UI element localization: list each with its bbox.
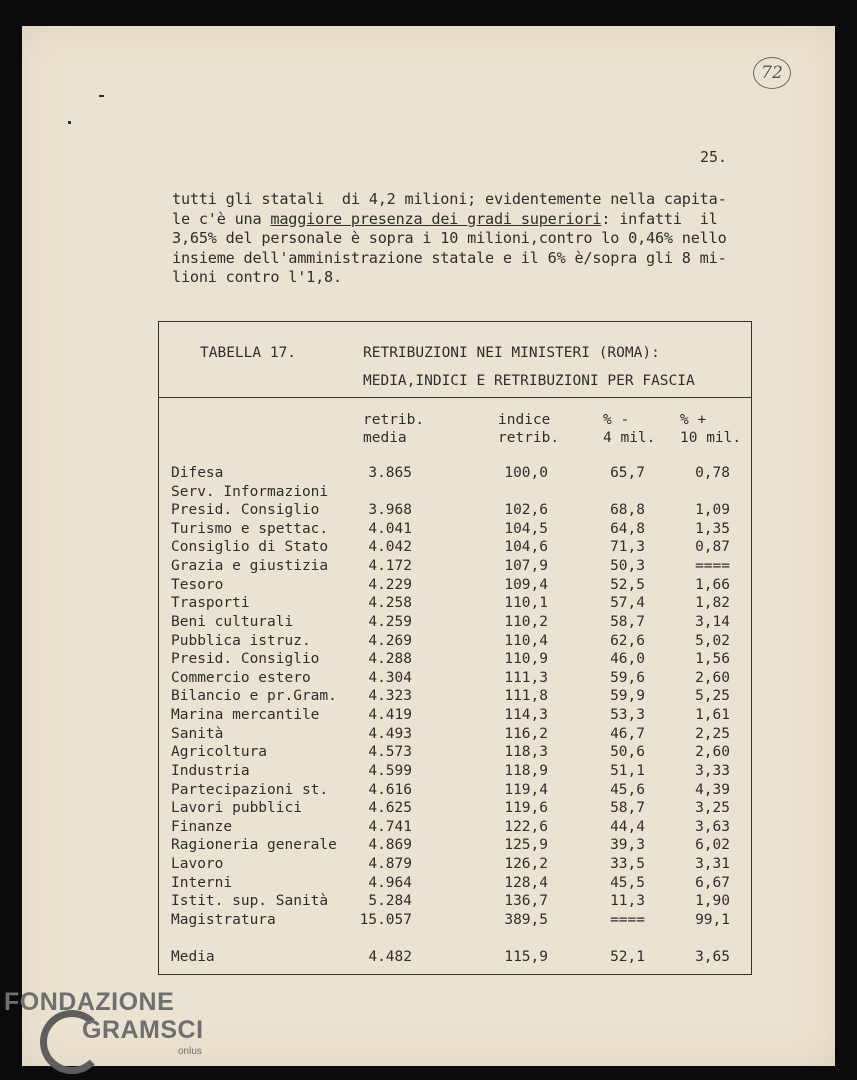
row-pay: 4.599 bbox=[368, 762, 412, 779]
row-label: Consiglio di Stato bbox=[171, 539, 329, 556]
row-index: 110,9 bbox=[504, 651, 548, 668]
row-label: Finanze bbox=[171, 818, 233, 835]
archive-number-stamp: 72 bbox=[753, 57, 791, 89]
table-row bbox=[0, 818, 857, 836]
row-label: Tesoro bbox=[171, 576, 224, 593]
total-label: Media bbox=[171, 949, 215, 965]
row-index: 110,1 bbox=[504, 595, 548, 612]
row-label: Presid. Consiglio bbox=[171, 502, 320, 519]
table-row bbox=[0, 501, 857, 519]
table-row bbox=[0, 650, 857, 668]
row-below-4mil: 51,1 bbox=[610, 762, 645, 779]
paragraph-line: tutti gli statali di 4,2 milioni; evidentemente nella capita- bbox=[172, 190, 727, 208]
paragraph-line: le c'è una bbox=[172, 209, 271, 228]
row-label: Presid. Consiglio bbox=[171, 651, 320, 668]
table-total-row bbox=[0, 948, 857, 966]
row-index: 102,6 bbox=[504, 502, 548, 519]
table-header-rule bbox=[158, 397, 752, 398]
page-number: 25. bbox=[700, 148, 728, 166]
row-above-10mil: ==== bbox=[695, 558, 730, 575]
watermark-line2: GRAMSCI bbox=[82, 1016, 204, 1044]
table-row bbox=[0, 538, 857, 556]
row-below-4mil: 59,9 bbox=[610, 688, 645, 705]
row-above-10mil: 0,87 bbox=[695, 539, 730, 556]
row-above-10mil: 0,78 bbox=[695, 465, 730, 481]
total-below-4mil: 52,1 bbox=[610, 949, 645, 965]
total-pay: 4.482 bbox=[368, 949, 412, 965]
row-index: 119,6 bbox=[504, 800, 548, 817]
row-below-4mil: 50,3 bbox=[610, 558, 645, 575]
row-above-10mil: 2,25 bbox=[695, 725, 730, 742]
row-index: 107,9 bbox=[504, 558, 548, 575]
row-index: 104,5 bbox=[504, 520, 548, 537]
table-row bbox=[0, 464, 857, 482]
row-pay: 4.616 bbox=[368, 781, 412, 798]
row-index: 118,9 bbox=[504, 762, 548, 779]
row-pay: 4.573 bbox=[368, 744, 412, 761]
row-above-10mil: 3,63 bbox=[695, 818, 730, 835]
row-above-10mil: 2,60 bbox=[695, 744, 730, 761]
table-row bbox=[0, 687, 857, 705]
row-label: Lavori pubblici bbox=[171, 800, 302, 817]
row-above-10mil: 99,1 bbox=[695, 911, 730, 928]
row-pay: 4.259 bbox=[368, 613, 412, 630]
row-index: 126,2 bbox=[504, 856, 548, 873]
row-above-10mil: 1,61 bbox=[695, 707, 730, 724]
row-pay: 4.741 bbox=[368, 818, 412, 835]
row-index: 111,8 bbox=[504, 688, 548, 705]
row-index: 128,4 bbox=[504, 874, 548, 891]
row-pay: 15.057 bbox=[359, 911, 412, 928]
table-row bbox=[0, 669, 857, 687]
row-label: Bilancio e pr.Gram. bbox=[171, 688, 337, 705]
row-below-4mil: 64,8 bbox=[610, 520, 645, 537]
body-paragraph bbox=[172, 190, 772, 288]
row-above-10mil: 6,67 bbox=[695, 874, 730, 891]
row-pay: 4.229 bbox=[368, 576, 412, 593]
table-row bbox=[0, 557, 857, 575]
row-below-4mil: ==== bbox=[610, 911, 645, 928]
row-pay: 3.968 bbox=[368, 502, 412, 519]
column-header-retrib-media: retrib. media bbox=[363, 412, 425, 446]
row-above-10mil: 5,02 bbox=[695, 632, 730, 649]
row-label: Marina mercantile bbox=[171, 707, 320, 724]
row-below-4mil: 57,4 bbox=[610, 595, 645, 612]
row-above-10mil: 1,35 bbox=[695, 520, 730, 537]
table-row bbox=[0, 594, 857, 612]
row-below-4mil: 11,3 bbox=[610, 893, 645, 910]
row-label: Sanità bbox=[171, 725, 224, 742]
row-above-10mil: 3,33 bbox=[695, 762, 730, 779]
row-above-10mil: 1,82 bbox=[695, 595, 730, 612]
row-index: 118,3 bbox=[504, 744, 548, 761]
row-label: Industria bbox=[171, 762, 250, 779]
table-label: TABELLA 17. bbox=[200, 345, 297, 361]
row-above-10mil: 3,31 bbox=[695, 856, 730, 873]
table-row bbox=[0, 762, 857, 780]
row-pay: 3.865 bbox=[368, 465, 412, 481]
paragraph-line: insieme dell'amministrazione statale e il 6% è/sopra gli 8 mi- bbox=[172, 248, 727, 267]
row-index: 110,2 bbox=[504, 613, 548, 630]
underlined-phrase: maggiore presenza dei gradi superiori bbox=[270, 209, 602, 228]
table-row bbox=[0, 483, 857, 501]
row-above-10mil: 3,25 bbox=[695, 800, 730, 817]
row-index: 100,0 bbox=[504, 465, 548, 481]
row-label: Magistratura bbox=[171, 911, 276, 928]
row-pay: 4.964 bbox=[368, 874, 412, 891]
row-above-10mil: 4,39 bbox=[695, 781, 730, 798]
row-pay: 4.323 bbox=[368, 688, 412, 705]
row-label: Turismo e spettac. bbox=[171, 520, 329, 537]
row-above-10mil: 1,90 bbox=[695, 893, 730, 910]
row-label: Trasporti bbox=[171, 595, 250, 612]
row-label: Grazia e giustizia bbox=[171, 558, 329, 575]
row-index: 104,6 bbox=[504, 539, 548, 556]
table-row bbox=[0, 892, 857, 910]
row-above-10mil: 2,60 bbox=[695, 669, 730, 686]
column-header-indice-retrib: indice retrib. bbox=[498, 412, 560, 446]
row-pay: 4.172 bbox=[368, 558, 412, 575]
row-below-4mil: 46,7 bbox=[610, 725, 645, 742]
table-row bbox=[0, 725, 857, 743]
table-row bbox=[0, 520, 857, 538]
row-index: 389,5 bbox=[504, 911, 548, 928]
row-below-4mil: 59,6 bbox=[610, 669, 645, 686]
row-below-4mil: 58,7 bbox=[610, 800, 645, 817]
row-above-10mil: 5,25 bbox=[695, 688, 730, 705]
row-pay: 4.869 bbox=[368, 837, 412, 854]
row-below-4mil: 65,7 bbox=[610, 465, 645, 481]
ink-speck bbox=[68, 121, 71, 124]
row-index: 109,4 bbox=[504, 576, 548, 593]
table-title-line2: MEDIA,INDICI E RETRIBUZIONI PER FASCIA bbox=[363, 373, 695, 389]
row-pay: 4.419 bbox=[368, 707, 412, 724]
row-below-4mil: 58,7 bbox=[610, 613, 645, 630]
table-row bbox=[0, 799, 857, 817]
ink-speck bbox=[99, 95, 104, 97]
row-below-4mil: 33,5 bbox=[610, 856, 645, 873]
row-label: Istit. sup. Sanità bbox=[171, 893, 329, 910]
row-above-10mil: 3,14 bbox=[695, 613, 730, 630]
row-index: 136,7 bbox=[504, 893, 548, 910]
table-row bbox=[0, 706, 857, 724]
row-label: Difesa bbox=[171, 465, 224, 481]
row-label: Agricoltura bbox=[171, 744, 268, 761]
table-row bbox=[0, 613, 857, 631]
row-label: Commercio estero bbox=[171, 669, 311, 686]
row-pay: 4.042 bbox=[368, 539, 412, 556]
row-pay: 4.879 bbox=[368, 856, 412, 873]
table-top-rule bbox=[158, 321, 752, 322]
row-pay: 4.625 bbox=[368, 800, 412, 817]
row-below-4mil: 53,3 bbox=[610, 707, 645, 724]
fondazione-gramsci-watermark bbox=[4, 988, 214, 1074]
row-index: 111,3 bbox=[504, 669, 548, 686]
row-above-10mil: 6,02 bbox=[695, 837, 730, 854]
row-index: 116,2 bbox=[504, 725, 548, 742]
row-below-4mil: 44,4 bbox=[610, 818, 645, 835]
row-label: Interni bbox=[171, 874, 233, 891]
row-label: Beni culturali bbox=[171, 613, 294, 630]
table-row bbox=[0, 743, 857, 761]
row-pay: 4.269 bbox=[368, 632, 412, 649]
table-bottom-rule bbox=[158, 974, 752, 975]
row-above-10mil: 1,56 bbox=[695, 651, 730, 668]
row-index: 119,4 bbox=[504, 781, 548, 798]
table-row bbox=[0, 911, 857, 929]
row-below-4mil: 50,6 bbox=[610, 744, 645, 761]
watermark-line1: FONDAZIONE bbox=[4, 988, 175, 1016]
row-label: Ragioneria generale bbox=[171, 837, 337, 854]
row-index: 110,4 bbox=[504, 632, 548, 649]
table-row bbox=[0, 836, 857, 854]
table-row bbox=[0, 632, 857, 650]
table-row bbox=[0, 781, 857, 799]
row-label: Lavoro bbox=[171, 856, 224, 873]
row-below-4mil: 39,3 bbox=[610, 837, 645, 854]
row-below-4mil: 71,3 bbox=[610, 539, 645, 556]
row-below-4mil: 45,5 bbox=[610, 874, 645, 891]
row-pay: 4.041 bbox=[368, 520, 412, 537]
row-below-4mil: 68,8 bbox=[610, 502, 645, 519]
paragraph-line: 3,65% del personale è sopra i 10 milioni,contro lo 0,46% nello bbox=[172, 229, 727, 247]
column-header-above-10mil: % + 10 mil. bbox=[680, 412, 742, 446]
row-label: Serv. Informazioni bbox=[171, 483, 329, 500]
row-below-4mil: 62,6 bbox=[610, 632, 645, 649]
row-below-4mil: 52,5 bbox=[610, 576, 645, 593]
table-row bbox=[0, 855, 857, 873]
row-above-10mil: 1,09 bbox=[695, 502, 730, 519]
total-above-10mil: 3,65 bbox=[695, 949, 730, 965]
column-header-below-4mil: % - 4 mil. bbox=[603, 412, 656, 446]
row-pay: 4.493 bbox=[368, 725, 412, 742]
row-pay: 4.288 bbox=[368, 651, 412, 668]
table-row bbox=[0, 874, 857, 892]
watermark-line3: onlus bbox=[178, 1046, 202, 1057]
table-title-line1: RETRIBUZIONI NEI MINISTERI (ROMA): bbox=[363, 345, 660, 361]
row-label: Pubblica istruz. bbox=[171, 632, 311, 649]
paragraph-line: lioni contro l'1,8. bbox=[172, 268, 342, 286]
total-index: 115,9 bbox=[504, 949, 548, 965]
row-pay: 4.304 bbox=[368, 669, 412, 686]
paragraph-line: : infatti il bbox=[601, 209, 718, 228]
row-index: 114,3 bbox=[504, 707, 548, 724]
row-label: Partecipazioni st. bbox=[171, 781, 329, 798]
row-below-4mil: 45,6 bbox=[610, 781, 645, 798]
row-pay: 4.258 bbox=[368, 595, 412, 612]
row-above-10mil: 1,66 bbox=[695, 576, 730, 593]
row-index: 122,6 bbox=[504, 818, 548, 835]
row-below-4mil: 46,0 bbox=[610, 651, 645, 668]
row-pay: 5.284 bbox=[368, 893, 412, 910]
row-index: 125,9 bbox=[504, 837, 548, 854]
table-row bbox=[0, 576, 857, 594]
